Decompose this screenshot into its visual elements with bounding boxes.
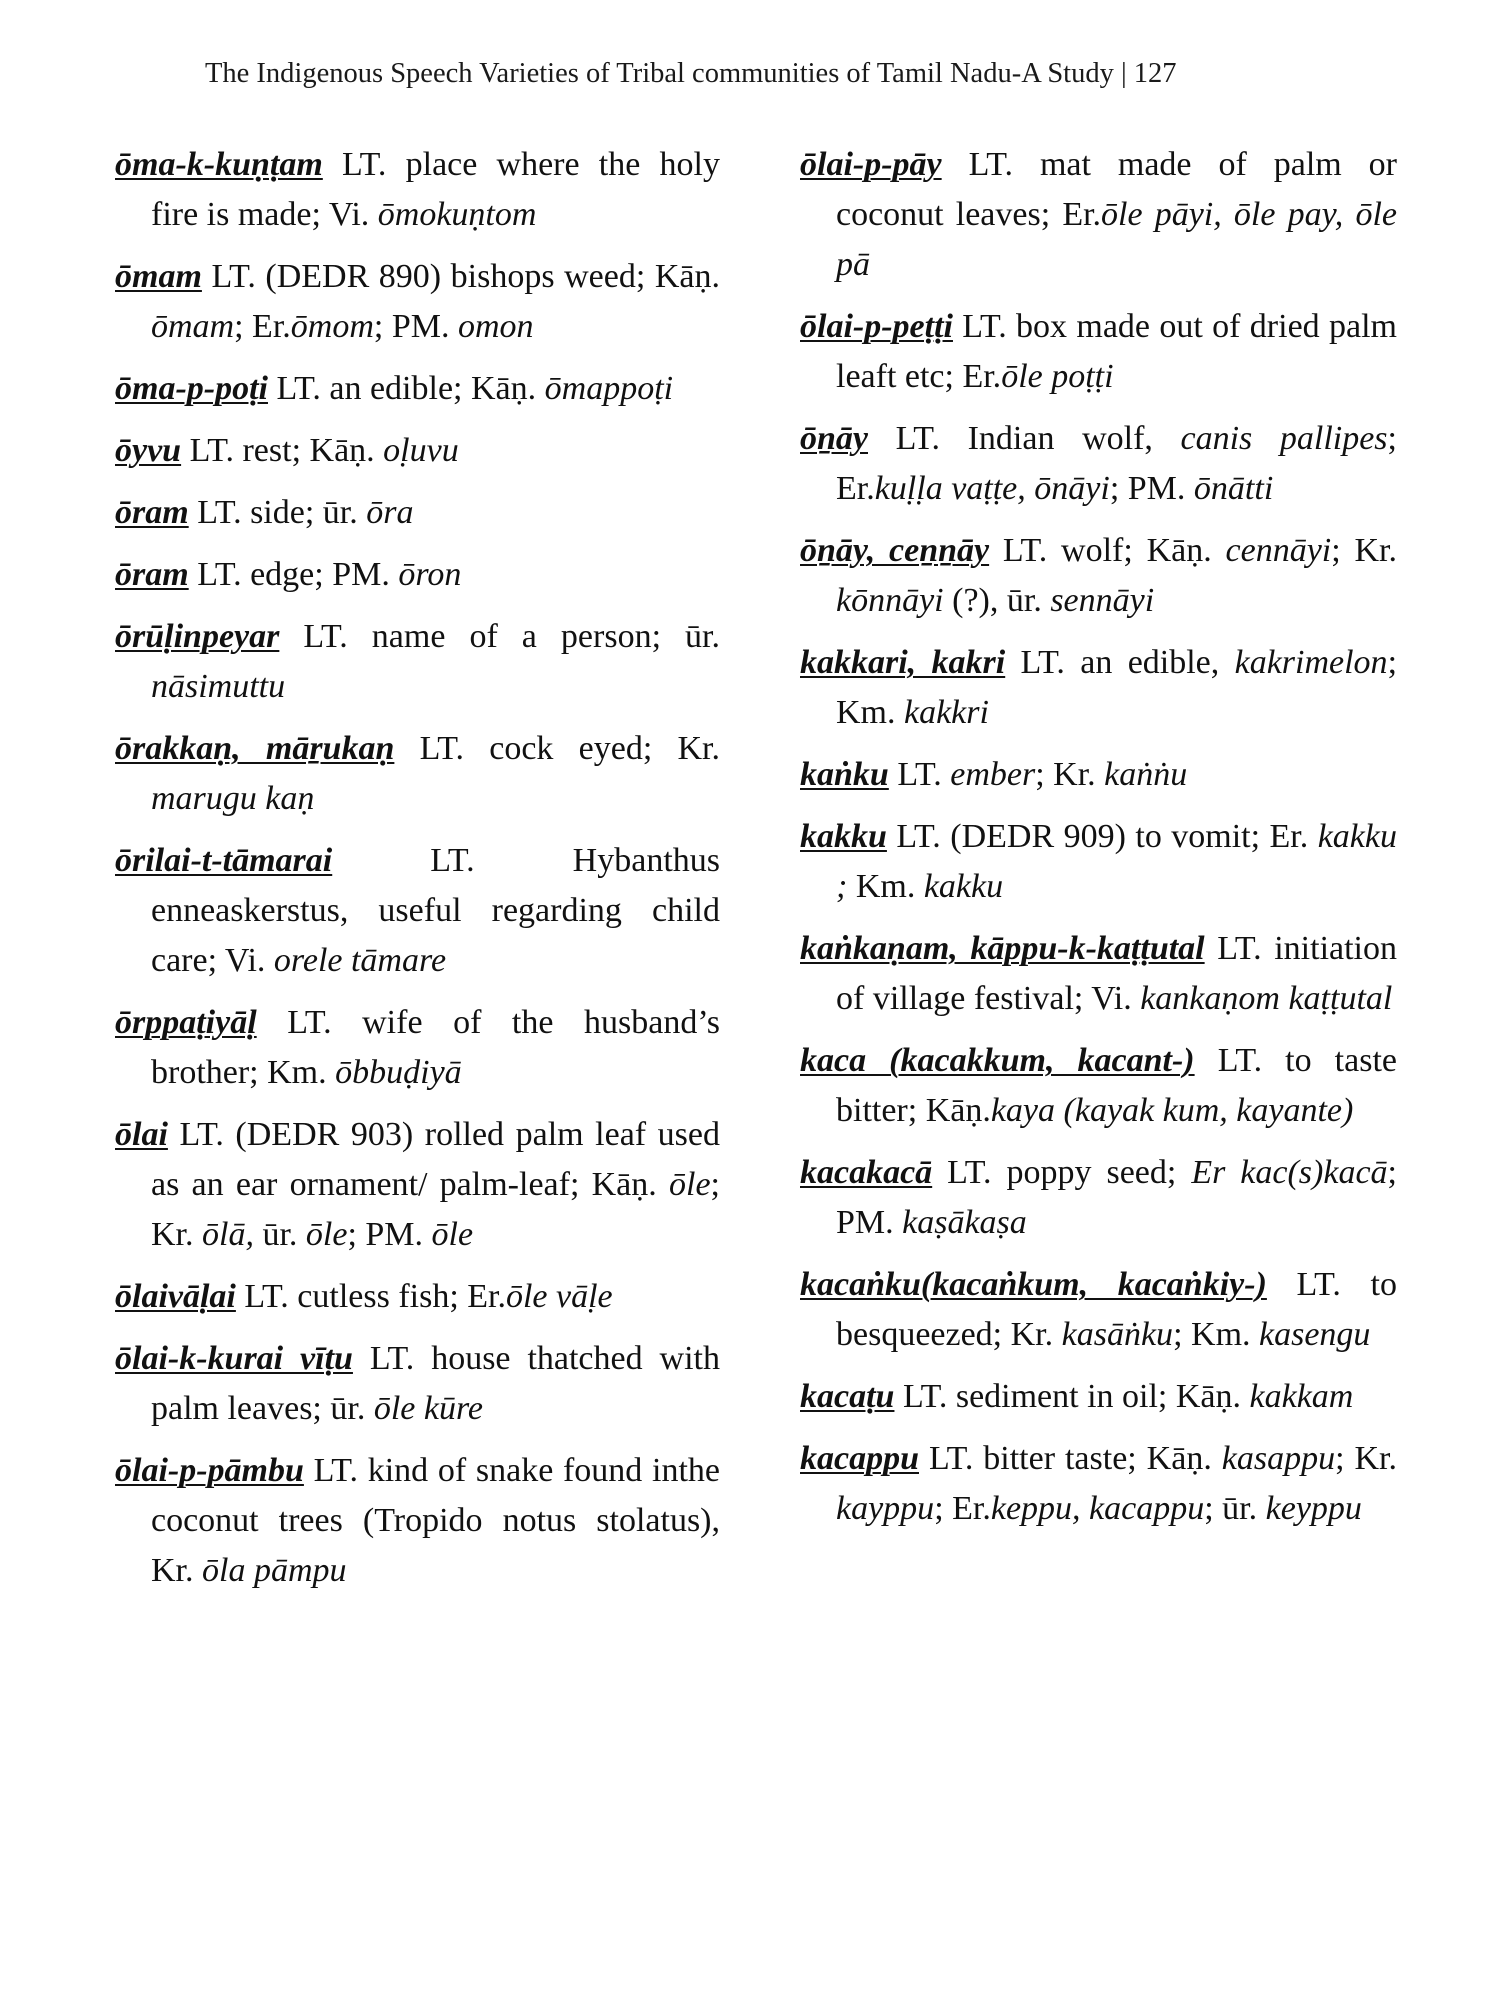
cognate: orele tāmare — [273, 942, 447, 979]
gloss: LT. Indian wolf, — [868, 420, 1181, 457]
gloss: LT. box made out of dried palm leaft etc; Er. — [836, 308, 1397, 395]
gloss: ; Km. — [1173, 1316, 1260, 1353]
gloss: LT. an edible, — [1005, 644, 1235, 681]
dictionary-entry — [115, 488, 720, 538]
cognate: ōla pāmpu — [202, 1552, 347, 1589]
dictionary-entry — [800, 638, 1397, 738]
gloss: LT. side; ūr. — [188, 494, 367, 531]
headword: kakku — [800, 818, 887, 855]
headword: ōlai — [115, 1116, 168, 1153]
headword: kakkari, kakri — [800, 644, 1006, 681]
dictionary-entry — [800, 812, 1397, 912]
gloss: LT. — [888, 756, 951, 793]
cognate: kakrimelon — [1234, 644, 1388, 681]
headword: ōlai-p-pāmbu — [115, 1452, 304, 1489]
cognate: kaṣākaṣa — [902, 1204, 1027, 1241]
cognate: kasappu — [1221, 1440, 1336, 1477]
gloss: ; Kr. — [1335, 1440, 1398, 1477]
gloss: LT. poppy seed; — [932, 1154, 1192, 1191]
cognate: oḷuvu — [383, 432, 459, 469]
dictionary-entry — [800, 1372, 1397, 1422]
dictionary-entry — [800, 526, 1397, 626]
cognate: ōmokuṇtom — [377, 196, 537, 233]
headword: ōram — [115, 556, 189, 593]
headword: kaṅku — [800, 756, 889, 793]
cognate: ōle — [669, 1166, 711, 1203]
headword: kaca (kacakkum, kacant-) — [800, 1042, 1195, 1079]
gloss: LT. name of a person; ūr. — [279, 618, 720, 655]
cognate: sennāyi — [1050, 582, 1155, 619]
headword: ōyvu — [115, 432, 182, 469]
gloss: LT. mat made of palm or coconut leaves; Er. — [836, 146, 1397, 233]
gloss: LT. (DEDR 890) bishops weed; Kāṇ. — [201, 258, 720, 295]
dictionary-entry — [115, 252, 720, 352]
headword: ōlai-p-peṭṭi — [800, 308, 953, 345]
headword: ōlai-k-kurai vīṭu — [115, 1340, 353, 1377]
headword: ōṉāy — [800, 420, 868, 457]
gloss: ; Km. — [836, 644, 1398, 731]
cognate: ōbbuḍiyā — [335, 1054, 462, 1091]
cognate: omon — [457, 308, 534, 345]
gloss: ūr. — [253, 1216, 306, 1253]
gloss: ; PM. — [347, 1216, 432, 1253]
gloss: LT. sediment in oil; Kāṇ. — [894, 1378, 1250, 1415]
gloss: ; Er. — [934, 1490, 991, 1527]
cognate: kōnnāyi — [836, 582, 944, 619]
headword: ōrakkaṇ, māṟukaṇ — [115, 730, 395, 767]
gloss: LT. wife of the husband’s brother; Km. — [151, 1004, 720, 1091]
cognate: ōle pāyi, ōle pay, ōle pā — [836, 196, 1397, 283]
dictionary-entry — [800, 140, 1397, 290]
headword: kacaṭu — [800, 1378, 895, 1415]
headword: ōrppaṭiyāḷ — [115, 1004, 257, 1041]
cognate: keppu, kacappu — [990, 1490, 1205, 1527]
cognate: nāsimuttu — [151, 668, 286, 705]
cognate: kakkri — [904, 694, 989, 731]
gloss: LT. cock eyed; Kr. — [394, 730, 721, 767]
dictionary-entry — [115, 998, 720, 1098]
gloss: LT. cutless fish; Er. — [235, 1278, 506, 1315]
dictionary-entry — [115, 1110, 720, 1260]
cognate: Er kac(s)kacā — [1191, 1154, 1388, 1191]
cognate: ōmom — [290, 308, 374, 345]
running-header: The Indigenous Speech Varieties of Tribal communities of Tamil Nadu-A Study | 127 — [205, 58, 1177, 89]
dictionary-entry — [800, 750, 1397, 800]
cognate: kankaṇom kaṭṭutal — [1140, 980, 1393, 1017]
dictionary-entry — [800, 924, 1397, 1024]
dictionary-entry — [115, 1334, 720, 1434]
gloss: ; Kr. — [1331, 532, 1397, 569]
gloss: LT. to taste bitter; Kāṇ. — [836, 1042, 1397, 1129]
dictionary-entry — [115, 1272, 720, 1322]
dictionary-entry — [115, 550, 720, 600]
cognate: kayppu — [836, 1490, 935, 1527]
dictionary-entry — [800, 1434, 1397, 1534]
gloss: LT. (DEDR 903) rolled palm leaf used as an ear ornament/ palm-leaf; Kāṇ. — [151, 1116, 720, 1203]
gloss: ; PM. — [1109, 470, 1194, 507]
gloss: ; Er. — [234, 308, 291, 345]
cognate: ōlā, — [202, 1216, 254, 1253]
cognate: ember — [950, 756, 1036, 793]
right-column — [800, 140, 1397, 1546]
gloss: ; ūr. — [1204, 1490, 1266, 1527]
left-column — [115, 140, 720, 1608]
gloss: LT. an edible; Kāṇ. — [267, 370, 545, 407]
gloss: LT. (DEDR 909) to vomit; Er. — [886, 818, 1318, 855]
gloss: LT. to besqueezed; Kr. — [836, 1266, 1397, 1353]
headword: ōmam — [115, 258, 202, 295]
cognate: keyppu — [1265, 1490, 1362, 1527]
dictionary-entry — [800, 302, 1397, 402]
cognate: ōron — [398, 556, 462, 593]
cognate: kakku ; — [836, 818, 1397, 905]
gloss: ; PM. — [373, 308, 458, 345]
gloss: LT. bitter taste; Kāṇ. — [919, 1440, 1222, 1477]
dictionary-entry — [115, 836, 720, 986]
gloss: LT. rest; Kāṇ. — [181, 432, 384, 469]
dictionary-entry — [800, 414, 1397, 514]
cognate: kasāṅku — [1061, 1316, 1174, 1353]
gloss: (?), ūr. — [943, 582, 1051, 619]
headword: ōma-k-kuṇṭam — [115, 146, 323, 183]
dictionary-entry — [800, 1260, 1397, 1360]
cognate: ōra — [366, 494, 414, 531]
dictionary-entry — [115, 724, 720, 824]
dictionary-entry — [115, 612, 720, 712]
cognate: ōle — [431, 1216, 474, 1253]
gloss: ; Er. — [836, 420, 1397, 507]
headword: ōram — [115, 494, 189, 531]
gloss: LT. house thatched with palm leaves; ūr. — [151, 1340, 720, 1427]
headword: ōrūḷinpeyar — [115, 618, 280, 655]
gloss: LT. kind of snake found inthe coconut trees (Tropido notus stolatus), Kr. — [151, 1452, 720, 1589]
gloss: Km. — [847, 868, 924, 905]
cognate: kaya (kayak kum, kayante) — [990, 1092, 1354, 1129]
gloss: ; PM. — [836, 1154, 1397, 1241]
cognate: ōmam — [151, 308, 235, 345]
gloss: ; Kr. — [1035, 756, 1105, 793]
cognate: ōnātti — [1193, 470, 1274, 507]
cognate: marugu kaṇ — [151, 780, 315, 817]
cognate: kuḷḷa vaṭṭe, ōnāyi — [874, 470, 1110, 507]
headword: ōlaivāḷai — [115, 1278, 236, 1315]
dictionary-entry — [800, 1036, 1397, 1136]
dictionary-entry — [115, 364, 720, 414]
cognate: ōle kūre — [373, 1390, 484, 1427]
gloss: LT. Hybanthus enneaskerstus, useful regarding child care; Vi. — [151, 842, 720, 979]
gloss: LT. edge; PM. — [188, 556, 399, 593]
cognate: cennāyi — [1225, 532, 1332, 569]
gloss: LT. initiation of village festival; Vi. — [836, 930, 1397, 1017]
cognate: ōle vāḷe — [505, 1278, 613, 1315]
headword: ōrilai-t-tāmarai — [115, 842, 333, 879]
cognate: ōmappoṭi — [544, 370, 674, 407]
gloss: LT. wolf; Kāṇ. — [989, 532, 1226, 569]
dictionary-entry — [115, 140, 720, 240]
cognate: kakku — [923, 868, 1004, 905]
headword: ōṉāy, ceṉṉāy — [800, 532, 990, 569]
headword: ōma-p-poṭi — [115, 370, 268, 407]
cognate: kasengu — [1259, 1316, 1371, 1353]
dictionary-entry — [115, 426, 720, 476]
gloss: ; Kr. — [151, 1166, 720, 1253]
headword: ōlai-p-pāy — [800, 146, 942, 183]
cognate: kaṅṅu — [1104, 756, 1188, 793]
cognate: ōle poṭṭi — [1001, 358, 1114, 395]
dictionary-entry — [115, 1446, 720, 1596]
gloss: LT. place where the holy fire is made; Vi. — [151, 146, 720, 233]
headword: kacappu — [800, 1440, 919, 1477]
cognate: canis pallipes — [1180, 420, 1388, 457]
headword: kacakacā — [800, 1154, 933, 1191]
cognate: kakkam — [1249, 1378, 1354, 1415]
headword: kaṅkaṇam, kāppu-k-kaṭṭutal — [800, 930, 1205, 967]
headword: kacaṅku(kacaṅkum, kacaṅkiy-) — [800, 1266, 1267, 1303]
cognate: ōle — [305, 1216, 348, 1253]
dictionary-entry — [800, 1148, 1397, 1248]
